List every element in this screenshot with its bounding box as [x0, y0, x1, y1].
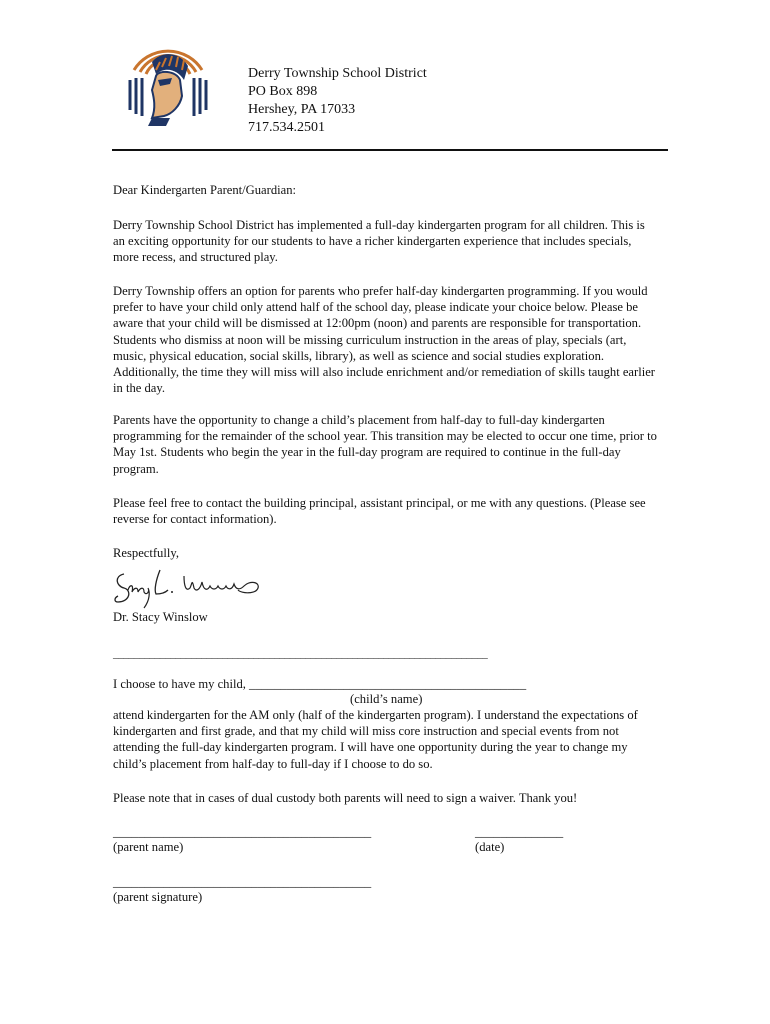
- district-logo: [122, 40, 214, 132]
- city-state-zip: Hershey, PA 17033: [248, 102, 356, 117]
- signer-name: Dr. Stacy Winslow: [113, 610, 208, 624]
- child-choice-line[interactable]: I choose to have my child, ____________________________________________: [113, 677, 527, 691]
- paragraph-2: Derry Township offers an option for parents who prefer half-day kindergarten programming. If you would prefer to have your child only attend half of the school day, please indicate your choice below. Please be aware that your child will be dismissed at 12:00pm (noon) and parents are responsible for transportation. Students who dismiss at noon will be missing curriculum instruction in the areas of play, specials (art, music, physical education, social skills, library), as well as science and social studies exploration. Additionally, the time they will miss will also include enrichment and/or remediation of skills taught earlier in the day.: [113, 284, 655, 396]
- custody-note: Please note that in cases of dual custody both parents will need to sign a waiver. Thank you!: [113, 791, 578, 805]
- org-name: Derry Township School District: [248, 66, 427, 81]
- child-name-caption: (child’s name): [350, 692, 423, 706]
- paragraph-3: Parents have the opportunity to change a child’s placement from half-day to full-day kindergarten programming for the remainder of the school year. This transition may be elected to occur one time, prior to May 1st. Students who begin the year in the full-day program are required to continue in the full-day program.: [113, 413, 657, 476]
- form-separator-line: ________________________________________________________________________: [113, 648, 488, 660]
- logo-chin: [148, 118, 170, 126]
- handwritten-signature: [110, 562, 270, 610]
- parent-signature-caption: (parent signature): [113, 890, 203, 904]
- parent-name-caption: (parent name): [113, 840, 184, 854]
- po-box: PO Box 898: [248, 84, 318, 99]
- paragraph-4: Please feel free to contact the building principal, assistant principal, or me with any questions. (Please see reverse for contact information).: [113, 496, 646, 527]
- parent-name-line[interactable]: _________________________________________: [113, 825, 372, 839]
- phone-number: 717.534.2501: [248, 120, 325, 135]
- header-divider: [112, 149, 668, 151]
- address-block: [248, 65, 427, 137]
- form-statement: attend kindergarten for the AM only (half of the kindergarten program). I understand the expectations of kindergarten and first grade, and that my child will miss core instruction and special events from not attending the full-day kindergarten program. I will have one opportunity during the year to change my child’s placement from half-day to full-day if I choose to do so.: [113, 708, 638, 771]
- parent-signature-line[interactable]: _________________________________________: [113, 875, 372, 889]
- date-caption: (date): [475, 840, 505, 854]
- salutation: Dear Kindergarten Parent/Guardian:: [113, 183, 297, 197]
- closing: Respectfully,: [113, 546, 179, 560]
- paragraph-1: Derry Township School District has implemented a full-day kindergarten program for all children. This is an exciting opportunity for our students to have a richer kindergarten experience that includes specials, more recess, and structured play.: [113, 218, 645, 265]
- date-line[interactable]: ______________: [475, 825, 564, 839]
